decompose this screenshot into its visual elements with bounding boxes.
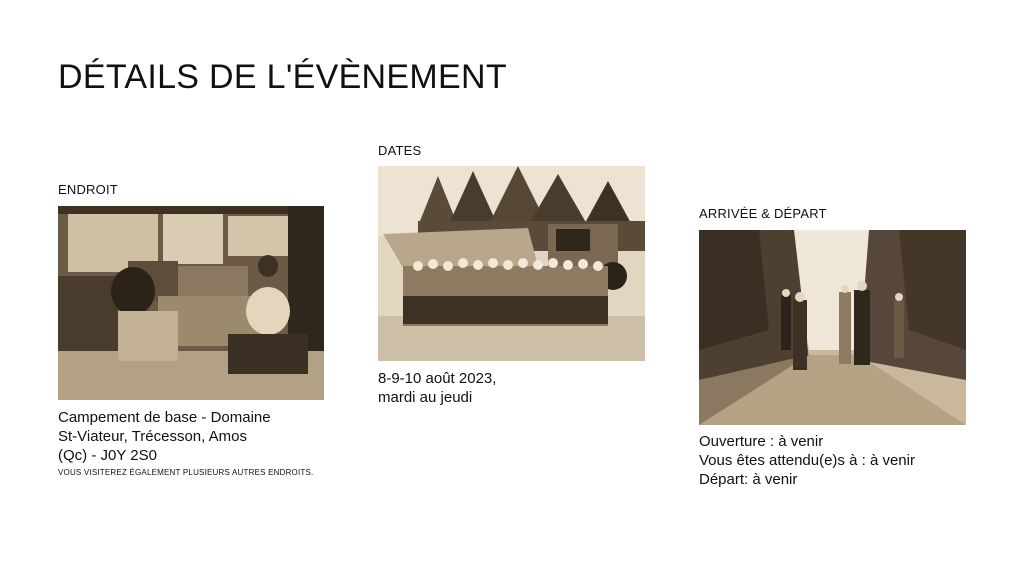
- group-photo: [378, 166, 645, 361]
- arrivee-label: ARRIVÉE & DÉPART: [699, 206, 827, 221]
- bus-photo: [58, 206, 324, 400]
- dates-label: DATES: [378, 143, 422, 158]
- page-title: DÉTAILS DE L'ÉVÈNEMENT: [58, 58, 507, 96]
- arrivee-text: Ouverture : à venir Vous êtes attendu(e)s à : à venir Départ: à venir: [699, 433, 915, 488]
- road-photo: [699, 230, 966, 425]
- endroit-address: Campement de base - Domaine St-Viateur, Trécesson, Amos (Qc) - J0Y 2S0: [58, 409, 271, 464]
- endroit-label: ENDROIT: [58, 182, 118, 197]
- dates-text: 8-9-10 août 2023, mardi au jeudi: [378, 370, 497, 406]
- endroit-note: VOUS VISITEREZ ÉGALEMENT PLUSIEURS AUTRES ENDROITS.: [58, 468, 314, 477]
